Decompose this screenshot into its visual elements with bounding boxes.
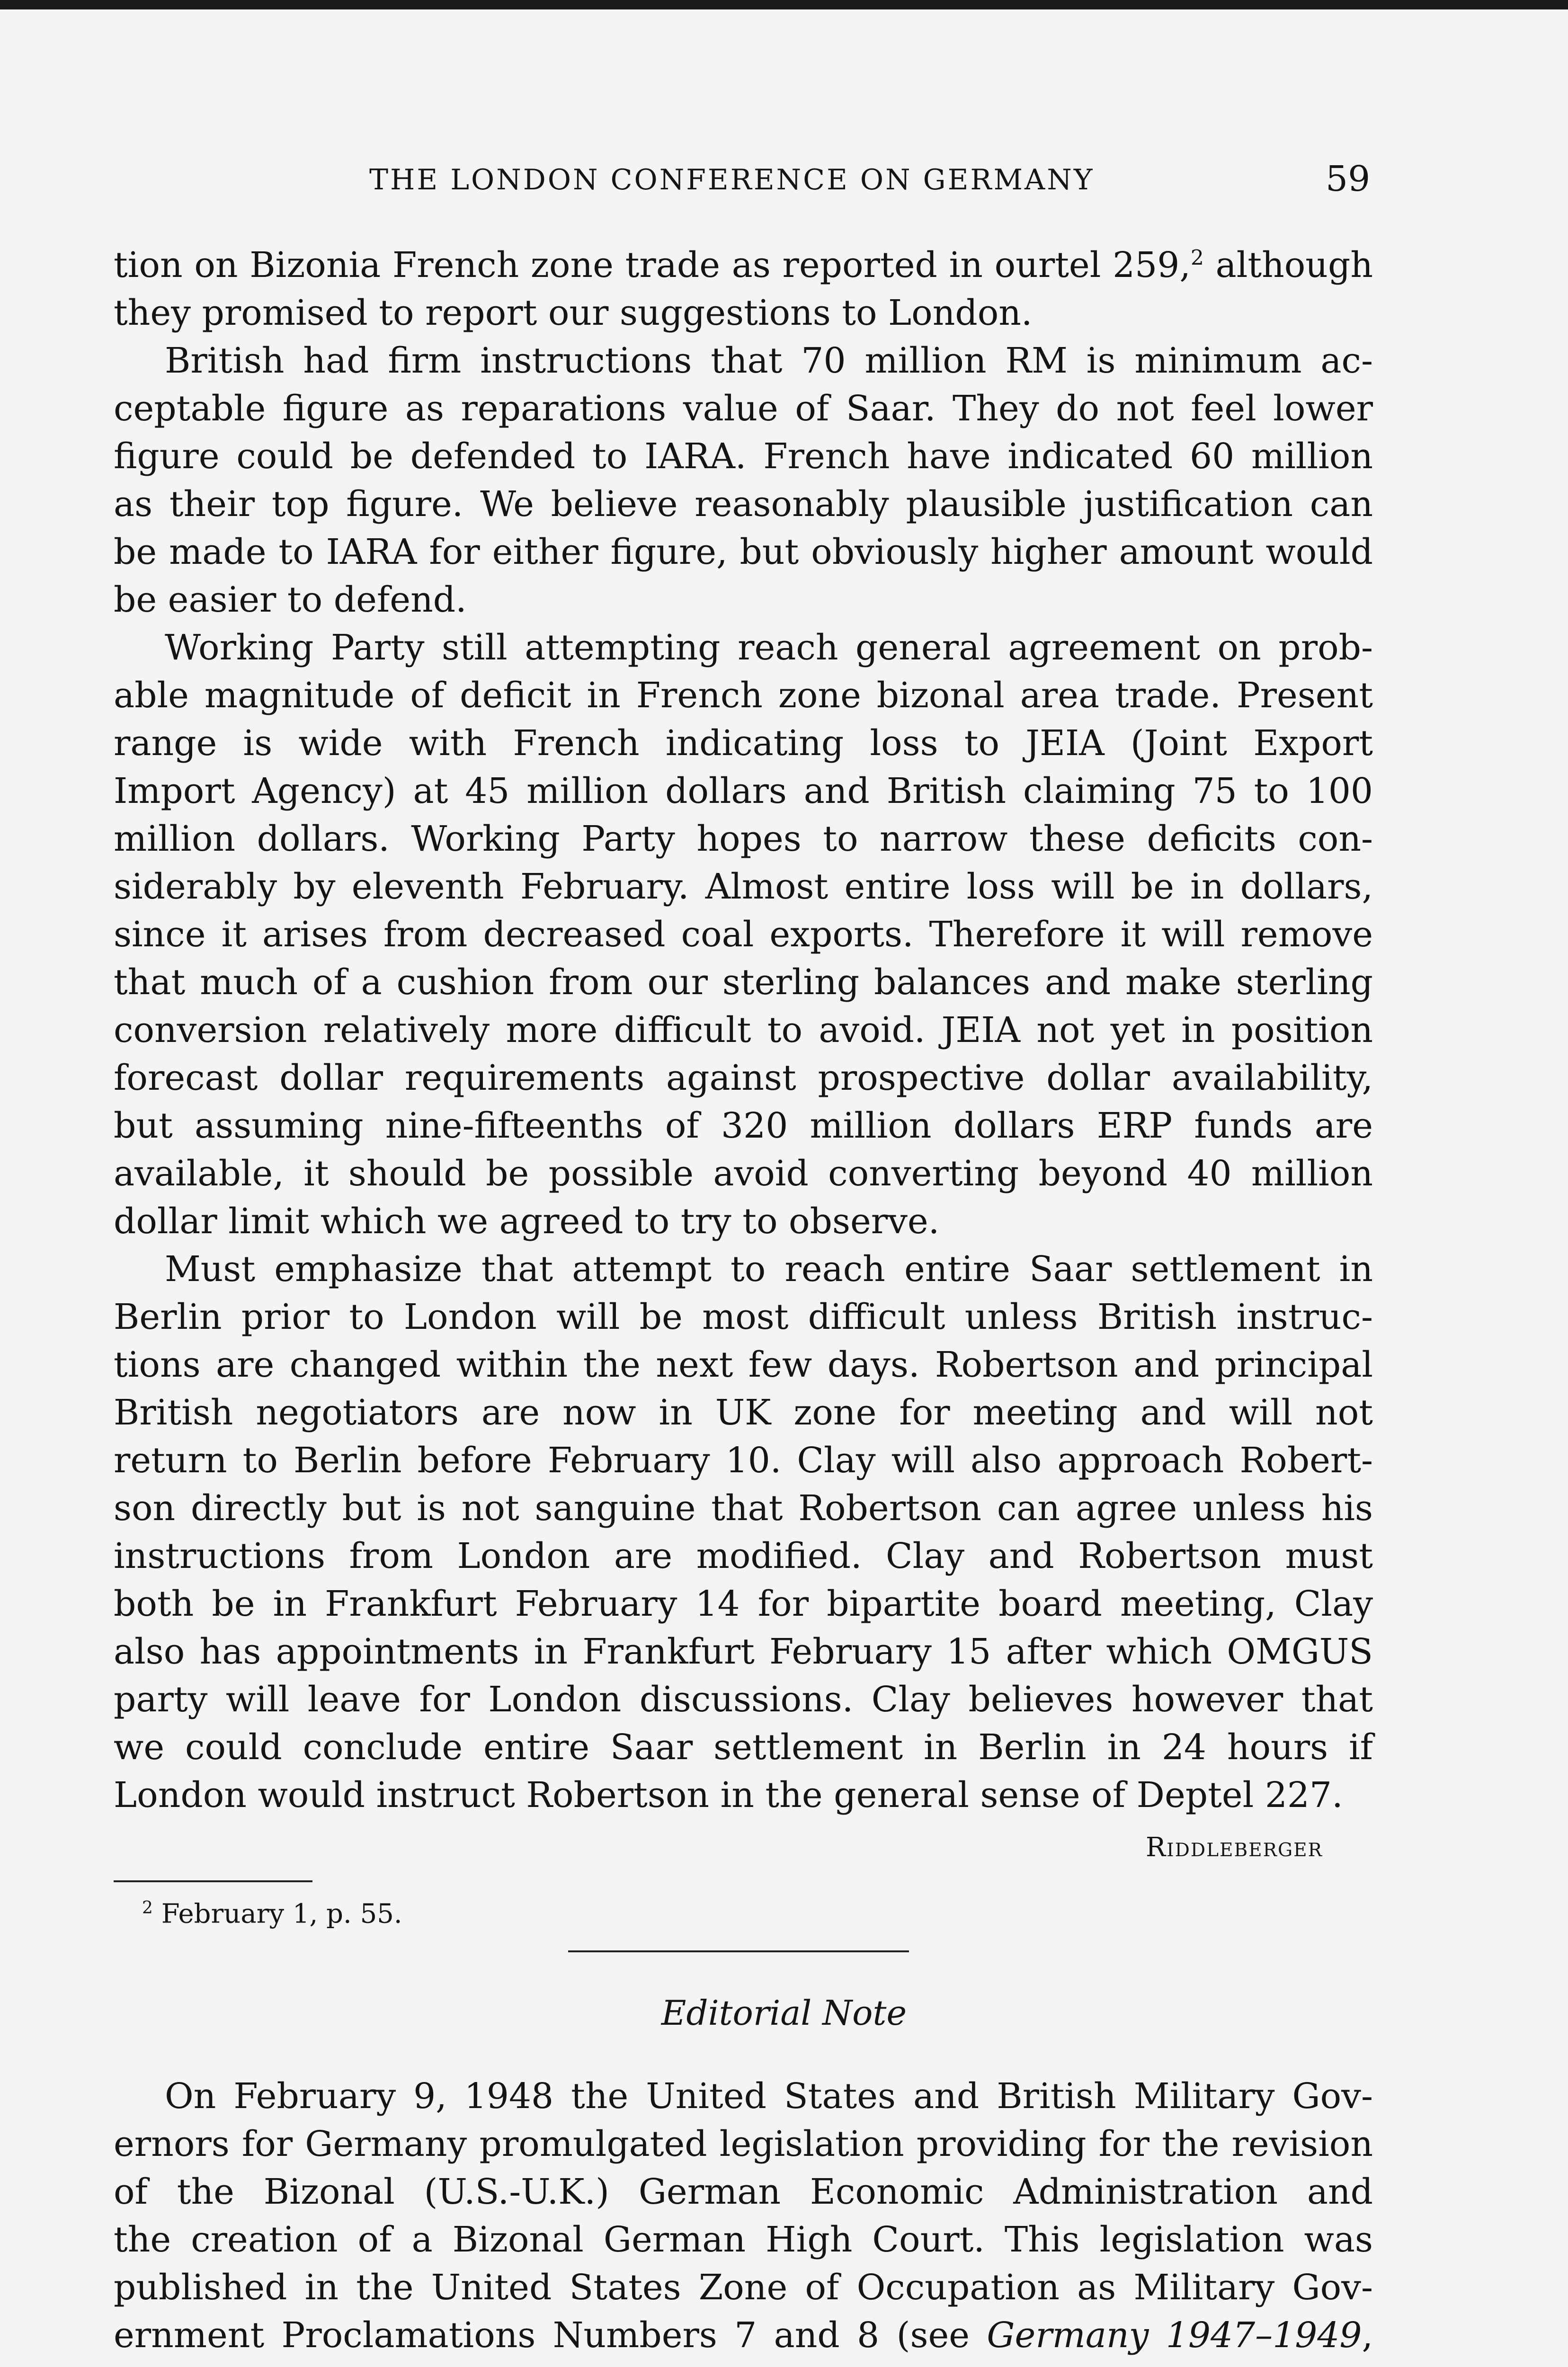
text-line-tail: although bbox=[1203, 245, 1373, 285]
footnote-marker: 2 bbox=[1190, 246, 1204, 270]
page-number: 59 bbox=[1326, 159, 1371, 199]
text-line: British had firm instructions that 70 million RM is minimum ac- bbox=[165, 340, 1373, 381]
text-line: million dollars. Working Party hopes to narrow these deficits con- bbox=[114, 819, 1373, 859]
text-line: return to Berlin before February 10. Clay will also approach Robert- bbox=[114, 1440, 1373, 1481]
footnote-divider bbox=[114, 1880, 312, 1882]
telegram-body bbox=[114, 241, 1373, 1819]
text-line: Berlin prior to London will be most difficult unless British instruc- bbox=[114, 1297, 1373, 1337]
text-line: both be in Frankfurt February 14 for bipartite board meeting, Clay bbox=[114, 1584, 1373, 1624]
text-line: tions are changed within the next few days. Robertson and principal bbox=[114, 1344, 1373, 1385]
text-line: published in the United States Zone of Occupation as Military Gov- bbox=[114, 2267, 1373, 2308]
text-line: ernors for Germany promulgated legislation providing for the revision bbox=[114, 2124, 1373, 2164]
text-line: that much of a cushion from our sterling balances and make sterling bbox=[114, 962, 1373, 1003]
text-line: we could conclude entire Saar settlement in Berlin in 24 hours if bbox=[114, 1727, 1373, 1768]
text-line: dollar limit which we agreed to try to observe. bbox=[114, 1201, 940, 1242]
text-line: the creation of a Bizonal German High Court. This legislation was bbox=[114, 2219, 1373, 2260]
text-line: they promised to report our suggestions to London. bbox=[114, 293, 1033, 333]
text-line: also has appointments in Frankfurt February 15 after which OMGUS bbox=[114, 1631, 1373, 1672]
text-line: Working Party still attempting reach general agreement on prob- bbox=[165, 627, 1373, 668]
signature: Riddleberger bbox=[1146, 1832, 1323, 1863]
text-line: available, it should be possible avoid converting beyond 40 million bbox=[114, 1153, 1373, 1194]
footnote-text: February 1, p. 55. bbox=[152, 1898, 402, 1930]
text-line-content: tion on Bizonia French zone trade as reported in ourtel 259, bbox=[114, 245, 1191, 285]
text-line: of the Bizonal (U.S.-U.K.) German Economic Administration and bbox=[114, 2171, 1373, 2212]
running-title: THE LONDON CONFERENCE ON GERMANY bbox=[369, 163, 1095, 196]
text-line: but assuming nine-fifteenths of 320 million dollars ERP funds are bbox=[114, 1105, 1373, 1146]
text-line: since it arises from decreased coal exports. Therefore it will remove bbox=[114, 914, 1373, 955]
text-line: London would instruct Robertson in the general sense of Deptel 227. bbox=[114, 1775, 1343, 1815]
text-line bbox=[114, 2312, 1373, 2359]
text-line: party will leave for London discussions. Clay believes however that bbox=[114, 1679, 1373, 1720]
footnote-number: 2 bbox=[142, 1898, 153, 1918]
text-line: British negotiators are now in UK zone for meeting and will not bbox=[114, 1392, 1373, 1433]
text-line: be made to IARA for either figure, but obviously higher amount would bbox=[114, 532, 1373, 572]
text-line: figure could be defended to IARA. French have indicated 60 million bbox=[114, 436, 1373, 477]
text-line-start: ernment Proclamations Numbers 7 and 8 (see bbox=[114, 2315, 987, 2356]
text-line: able magnitude of deficit in French zone bizonal area trade. Present bbox=[114, 675, 1373, 716]
text-line: Must emphasize that attempt to reach entire Saar settlement in bbox=[165, 1249, 1373, 1290]
text-line: forecast dollar requirements against prospective dollar availability, bbox=[114, 1058, 1373, 1098]
text-line: range is wide with French indicating loss to JEIA (Joint Export bbox=[114, 723, 1373, 764]
text-line: ceptable figure as reparations value of Saar. They do not feel lower bbox=[114, 388, 1373, 429]
section-divider bbox=[568, 1950, 909, 1952]
editorial-note-body bbox=[114, 2073, 1373, 2359]
section-title: Editorial Note bbox=[661, 1993, 907, 2033]
text-line: instructions from London are modified. Clay and Robertson must bbox=[114, 1536, 1373, 1576]
text-line: Import Agency) at 45 million dollars and British claiming 75 to 100 bbox=[114, 771, 1373, 811]
text-line: conversion relatively more difficult to avoid. JEIA not yet in position bbox=[114, 1010, 1373, 1050]
text-line: son directly but is not sanguine that Robertson can agree unless his bbox=[114, 1488, 1373, 1529]
text-line: siderably by eleventh February. Almost entire loss will be in dollars, bbox=[114, 866, 1373, 907]
book-title: Germany 1947–1949 bbox=[987, 2315, 1362, 2356]
text-line bbox=[114, 241, 1373, 289]
text-line: as their top figure. We believe reasonably plausible justification can bbox=[114, 484, 1373, 525]
text-line: On February 9, 1948 the United States and British Military Gov- bbox=[165, 2076, 1373, 2117]
footnote bbox=[142, 1898, 402, 1930]
text-line: be easier to defend. bbox=[114, 579, 467, 620]
text-line-end: , bbox=[1362, 2315, 1373, 2356]
